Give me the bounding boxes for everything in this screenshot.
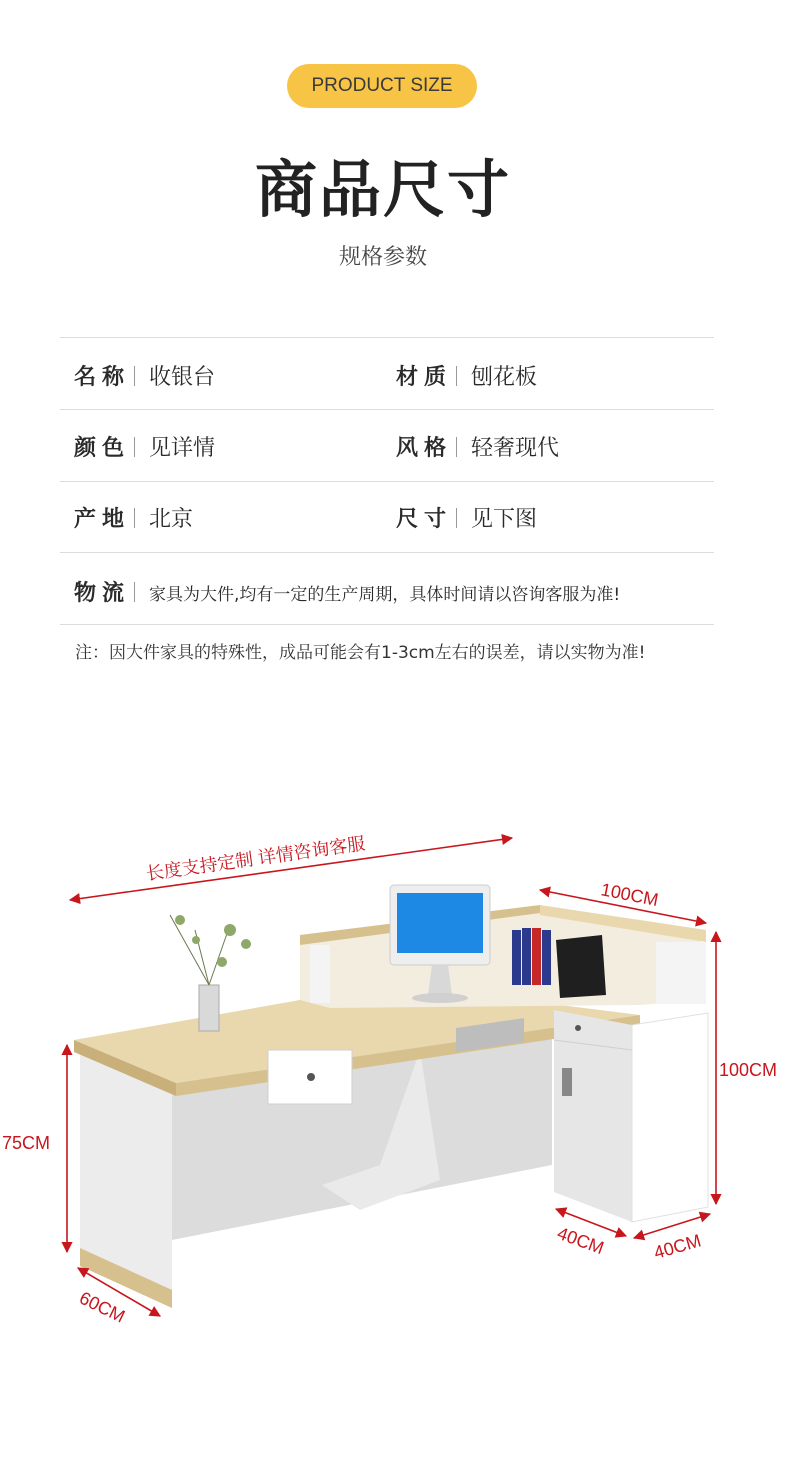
spec-key: 颜色 [74, 436, 131, 461]
spec-value: 轻奢现代 [471, 436, 560, 461]
spec-key: 风格 [396, 436, 453, 461]
length-label: 长度支持定制 详情咨询客服 [144, 833, 367, 884]
product-size-badge: PRODUCT SIZE [287, 64, 477, 108]
spec-value: 见下图 [471, 507, 538, 532]
spec-value: 收银台 [149, 365, 216, 390]
page-subtitle: 规格参数 [338, 245, 427, 270]
spec-key: 产地 [74, 507, 131, 532]
spec-value: 北京 [149, 507, 194, 532]
right-height-label: 100CM [719, 1060, 778, 1080]
spec-value: 刨花板 [471, 365, 538, 390]
top-width-label: 100CM [599, 879, 661, 910]
cabinet-depth-label: 40CM [554, 1222, 607, 1259]
depth-label: 60CM [76, 1287, 129, 1327]
spec-value: 家具为大件,均有一定的生产周期，具体时间请以咨询客服为准! [149, 585, 621, 605]
page-title: 商品尺寸 [254, 153, 511, 226]
left-height-label: 75CM [2, 1133, 51, 1153]
spec-key: 名称 [74, 365, 131, 390]
spec-key: 尺寸 [396, 507, 453, 532]
spec-key: 材质 [396, 365, 453, 390]
cabinet-width-label: 40CM [651, 1230, 704, 1263]
desk-illustration [74, 885, 708, 1308]
spec-key: 物流 [74, 581, 131, 606]
tolerance-note: 注：因大件家具的特殊性，成品可能会有1-3cm左右的误差，请以实物为准! [75, 643, 646, 663]
spec-value: 见详情 [149, 436, 216, 461]
